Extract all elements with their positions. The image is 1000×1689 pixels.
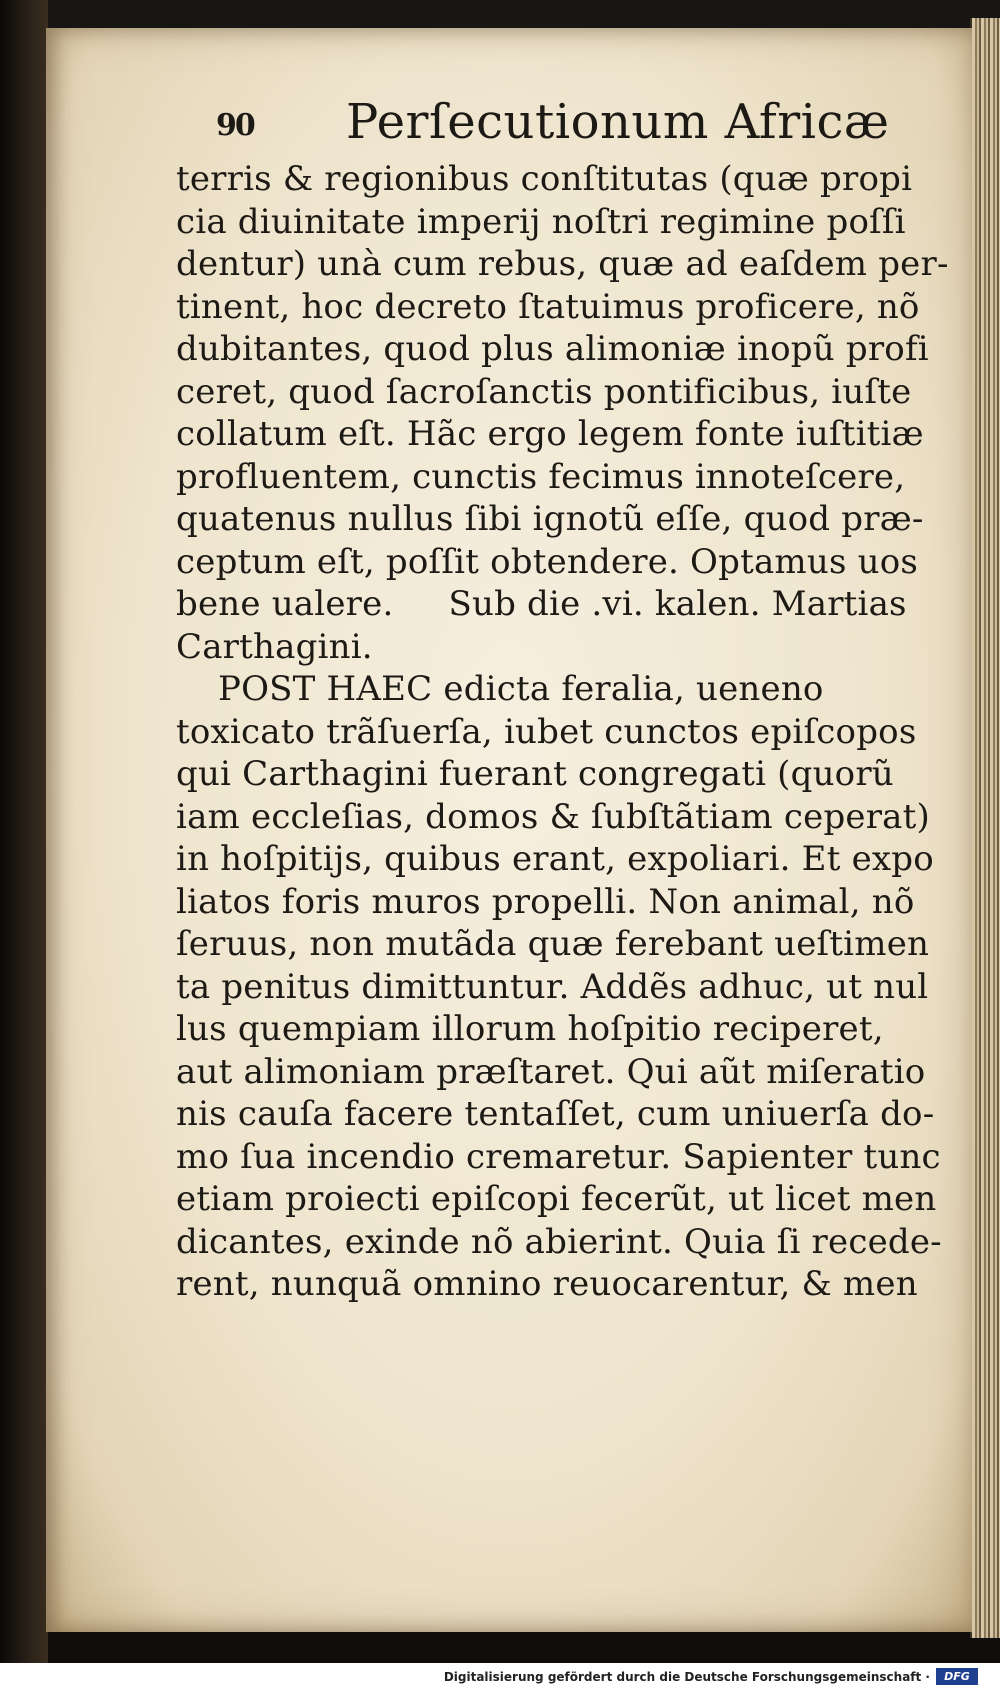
text-line: liatos foris muros propelli. Non animal, nõ bbox=[176, 881, 915, 922]
text-line: dubitantes, quod plus alimoniæ inopũ profi bbox=[176, 329, 929, 369]
text-line: terris & regionibus conſtitutas (quæ propi bbox=[176, 159, 913, 199]
page-header bbox=[176, 88, 936, 158]
text-line: collatum eſt. Hãc ergo legem fonte iuſtitiæ bbox=[176, 414, 924, 454]
digitization-footer bbox=[0, 1663, 1000, 1689]
text-line: Carthagini. bbox=[176, 626, 373, 667]
text-line: quatenus nullus ſibi ignotũ eſſe, quod præ- bbox=[176, 499, 924, 539]
text-line: etiam proiecti epiſcopi fecerũt, ut licet men bbox=[176, 1179, 937, 1219]
text-line: lus quempiam illorum hoſpitio reciperet, bbox=[176, 1009, 884, 1049]
page-edges bbox=[970, 18, 1000, 1638]
text-line: ta penitus dimittuntur. Addẽs adhuc, ut nul bbox=[176, 966, 929, 1007]
text-line: ceptum eſt, poſſit obtendere. Optamus uos bbox=[176, 541, 919, 582]
dfg-credit-text: Digitalisierung gefördert durch die Deutsche Forschungsgemeinschaft · bbox=[443, 1670, 930, 1684]
text-line: dicantes, exinde nõ abierint. Quia ſi recede- bbox=[176, 1221, 942, 1262]
text-line: mo ſua incendio cremaretur. Sapienter tunc bbox=[176, 1136, 941, 1177]
text-line: rent, nunquã omnino reuocarentur, & men bbox=[176, 1264, 918, 1304]
text-line: in hoſpitijs, quibus erant, expoliari. Et expo bbox=[176, 839, 934, 879]
running-title: Perſecutionum Africæ bbox=[346, 94, 890, 150]
dfg-logo-icon: DFG bbox=[936, 1668, 978, 1685]
book-spine-shadow bbox=[0, 0, 48, 1689]
text-line: iam eccleſias, domos & ſubſtãtiam ceperat) bbox=[176, 796, 930, 837]
book-page bbox=[46, 28, 972, 1632]
text-line: bene ualere. Sub die .vi. kalen. Martias bbox=[176, 584, 907, 624]
text-line: toxicato trãſuerſa, iubet cunctos epiſcopos bbox=[176, 711, 917, 752]
text-line: qui Carthagini fuerant congregati (quorũ bbox=[176, 754, 894, 794]
paragraph-start-line: POST HAEC edicta feralia, ueneno bbox=[218, 669, 824, 709]
text-line: cia diuinitate imperij noſtri regimine poſſi bbox=[176, 201, 906, 242]
text-block bbox=[176, 88, 949, 1306]
text-line: profluentem, cunctis fecimus innoteſcere, bbox=[176, 456, 906, 497]
page-number: 90 bbox=[216, 108, 254, 143]
text-line: ceret, quod ſacroſanctis pontificibus, iuſte bbox=[176, 371, 912, 412]
text-line: nis cauſa facere tentaſſet, cum uniuerſa do- bbox=[176, 1094, 935, 1134]
text-line: ſeruus, non mutãda quæ ferebant ueſtimen bbox=[176, 924, 930, 964]
text-line: tinent, hoc decreto ſtatuimus proficere, nõ bbox=[176, 286, 920, 327]
text-line: aut alimoniam præſtaret. Qui aũt miſeratio bbox=[176, 1051, 926, 1092]
text-line: dentur) unà cum rebus, quæ ad eaſdem per- bbox=[176, 244, 949, 284]
